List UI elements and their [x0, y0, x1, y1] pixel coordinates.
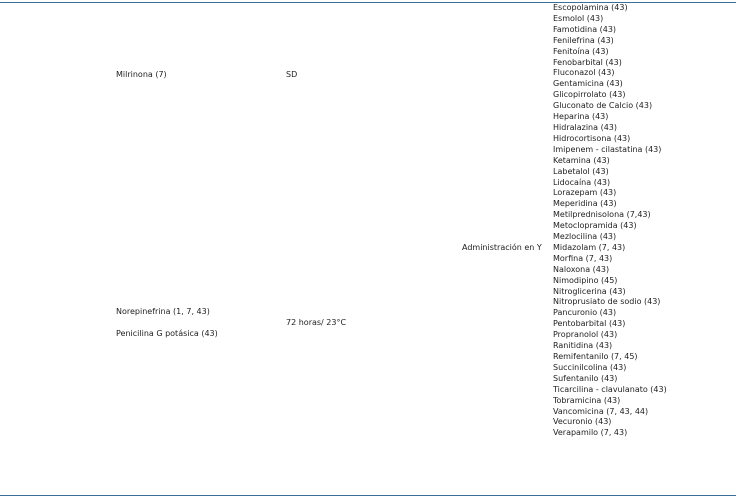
compatible-drug-list [553, 3, 673, 439]
compatible-drug-item: Meperidina (43) [553, 199, 617, 209]
compatible-drug-item: Fenobarbital (43) [553, 57, 622, 67]
compatible-drug-item: Hidrocortisona (43) [553, 133, 631, 143]
compatible-drug-item: Gluconato de Calcio (43) [553, 101, 653, 111]
compatible-drug-item: Esmolol (43) [553, 13, 604, 23]
compatible-drug-item: Vecuronio (43) [553, 417, 612, 427]
compatible-drug-item: Pentobarbital (43) [553, 319, 626, 329]
compatible-drug-item: Propranolol (43) [553, 330, 618, 340]
compatible-drug-item: Ketamina (43) [553, 155, 610, 165]
compatible-drug-item: Famotidina (43) [553, 24, 617, 34]
drug-penicilina: Penicilina G potásica (43) [116, 329, 218, 338]
compatible-drug-item: Ranitidina (43) [553, 341, 613, 351]
route-label: Administración en Y [462, 243, 542, 252]
compatible-drug-item: Sufentanilo (43) [553, 373, 618, 383]
compatible-drug-item: Metoclopramida (43) [553, 221, 637, 231]
compatible-drug-item: Remifentanilo (7, 45) [553, 352, 638, 361]
compatible-drug-item: Nitroglicerina (43) [553, 286, 626, 296]
compatible-drug-item: Nitroprusiato de sodio (43) [553, 297, 661, 307]
drug-milrinona: Milrinona (7) [116, 70, 167, 79]
table-bottom-rule [0, 495, 736, 496]
compatible-drug-item: Midazolam (7, 43) [553, 242, 626, 252]
compatible-drug-item: Fluconazol (43) [553, 68, 615, 78]
stability-milrinona: SD [286, 70, 298, 79]
stability-penicilina: 72 horas/ 23°C [286, 318, 347, 327]
compatible-drug-item: Escopolamina (43) [553, 3, 628, 12]
compatible-drug-item: Gentamicina (43) [553, 79, 623, 89]
compatible-drug-item: Heparina (43) [553, 112, 609, 122]
compatible-drug-item: Vancomicina (7, 43, 44) [553, 406, 649, 416]
compatible-drug-item: Hidralazina (43) [553, 122, 617, 132]
compatible-drug-item: Lorazepam (43) [553, 188, 617, 198]
compatible-drug-item: Lidocaína (43) [553, 177, 611, 187]
compatible-drug-item: Imipenem - cilastatina (43) [553, 144, 662, 154]
drug-norepinefrina: Norepinefrina (1, 7, 43) [116, 307, 210, 316]
compatible-drug-item: Fenilefrina (43) [553, 35, 614, 45]
compatible-drug-item: Glicopirrolato (43) [553, 90, 626, 100]
compatible-drug-item: Pancuronio (43) [553, 308, 617, 318]
compatible-drug-item: Naloxona (43) [553, 264, 610, 274]
compatible-drug-item: Verapamilo (7, 43) [553, 428, 628, 438]
compatible-drug-item: Tobramicina (43) [553, 395, 621, 405]
compatible-drug-item: Succinilcolina (43) [553, 362, 627, 372]
compatible-drug-item: Mezlocilina (43) [553, 232, 617, 242]
compatible-drug-item: Labetalol (43) [553, 166, 609, 176]
compatible-drug-item: Nimodipino (45) [553, 275, 618, 285]
compatible-drug-item: Fenitoína (43) [553, 46, 609, 56]
compatible-drug-item: Metilprednisolona (7,43) [553, 210, 651, 220]
compatible-drug-item: Morfina (7, 43) [553, 253, 613, 263]
compatible-drug-item: Ticarcilina - clavulanato (43) [553, 384, 667, 394]
